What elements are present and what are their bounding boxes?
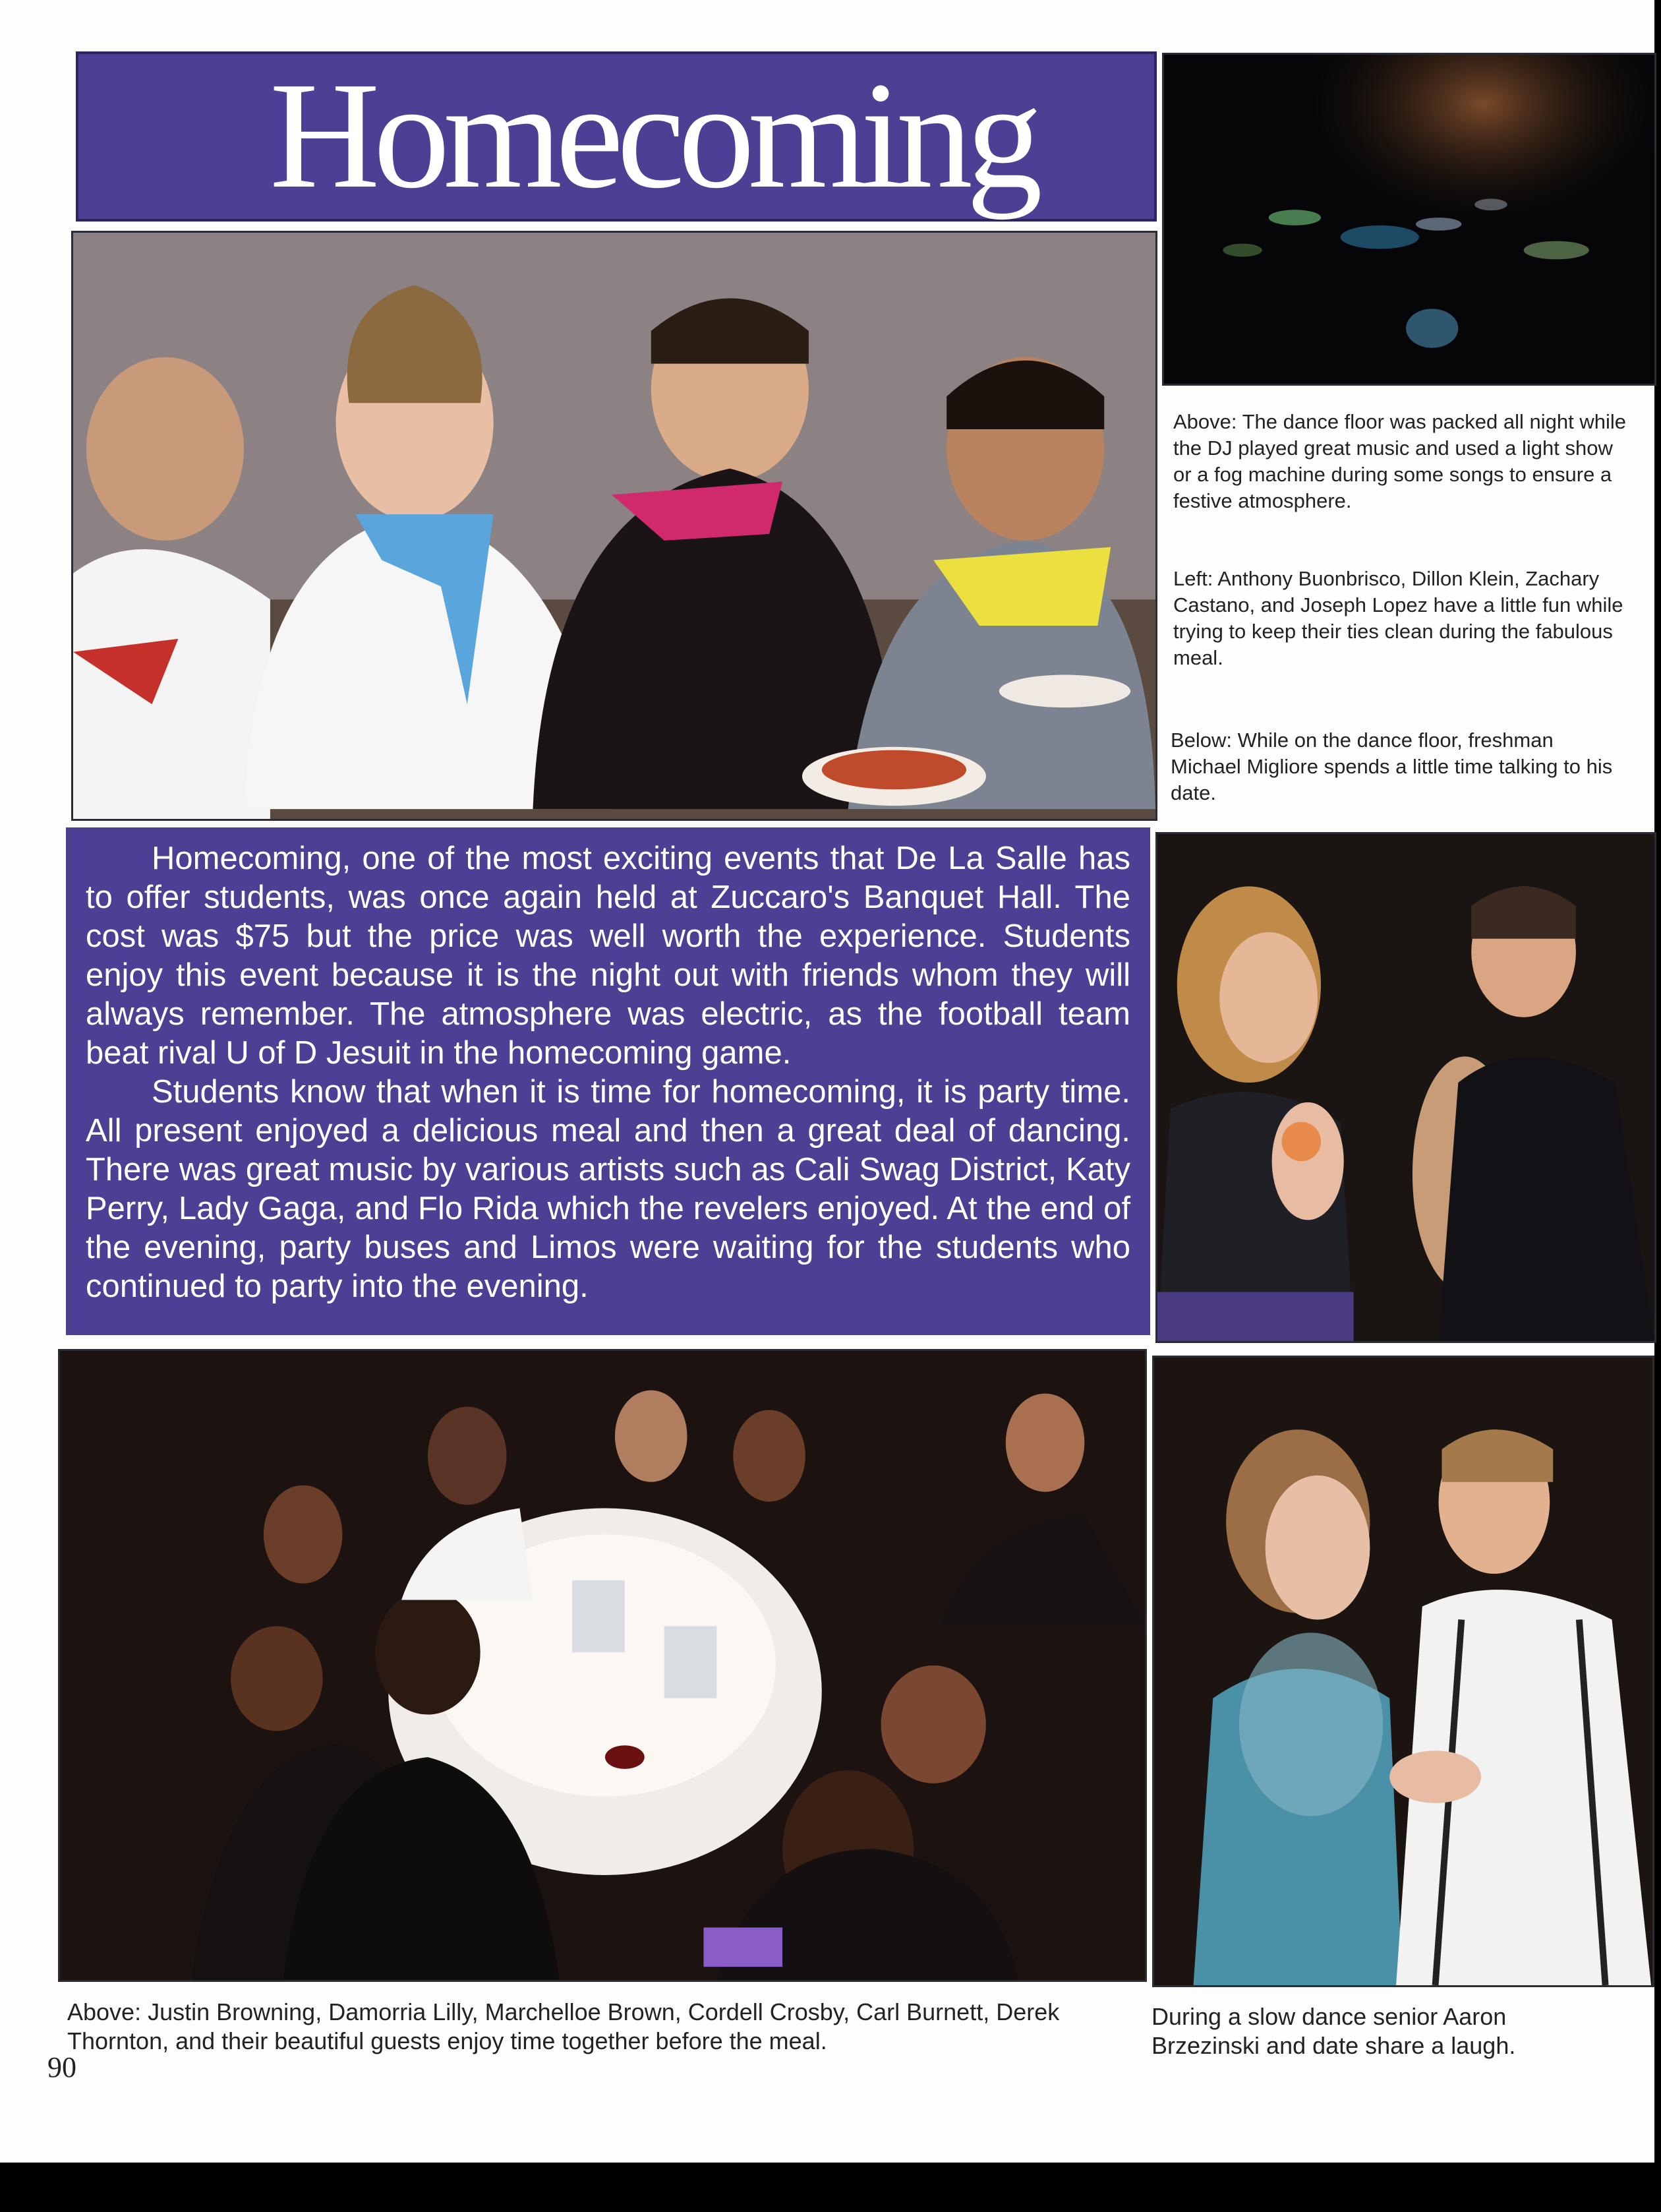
group-table-caption: Above: Justin Browning, Damorria Lilly, Marchelloe Brown, Cordell Crosby, Carl Burnett, Derek Thornton, and their beautiful guests enjoy time together before the meal. — [67, 1998, 1060, 2054]
slow-dance-caption: During a slow dance senior Aaron Brzezinski and date share a laugh. — [1151, 2003, 1516, 2059]
story-paragraph-2: Students know that when it is time for homecoming, it is party time. All present enjoyed a delicious meal and then a great deal of dancing. There was great music by various artists such as Cali Swag District, Katy Perry, Lady Gaga, and Flo Rida which the revelers enjoyed. At the end of the evening, party buses and Limos were waiting for the students who continued to party into the evening. — [86, 1074, 1130, 1304]
group-table-photo — [58, 1349, 1147, 1982]
freshman-dance-caption: Below: While on the dance floor, freshman Michael Migliore spends a little time talking to his date. — [1171, 729, 1613, 804]
story-text-box — [66, 827, 1150, 1335]
slow-dance-photo — [1152, 1356, 1654, 1987]
dance-floor-caption: Above: The dance floor was packed all night while the DJ played great music and used a light show or a fog machine during some songs to ensure a festive atmosphere. — [1173, 410, 1627, 512]
story-paragraph-1: Homecoming, one of the most exciting events that De La Salle has to offer students, was once again held at Zuccaro's Banquet Hall. The cost was $75 but the price was well worth the experience. Students enjoy this event because it is the night out with friends whom they will always remember. The atmosphere was electric, as the football team beat rival U of D Jesuit in the homecoming game. — [86, 841, 1130, 1071]
dinner-table-caption: Left: Anthony Buonbrisco, Dillon Klein, Zachary Castano, and Joseph Lopez have a little fun while trying to keep their ties clean during the fabulous meal. — [1173, 567, 1623, 669]
page-title: Homecoming — [270, 51, 1036, 220]
dinner-table-photo — [71, 231, 1157, 821]
freshman-dance-photo — [1155, 832, 1656, 1343]
title-banner — [76, 51, 1157, 222]
page-number: 90 — [47, 2051, 76, 2083]
dance-floor-photo — [1162, 53, 1656, 386]
